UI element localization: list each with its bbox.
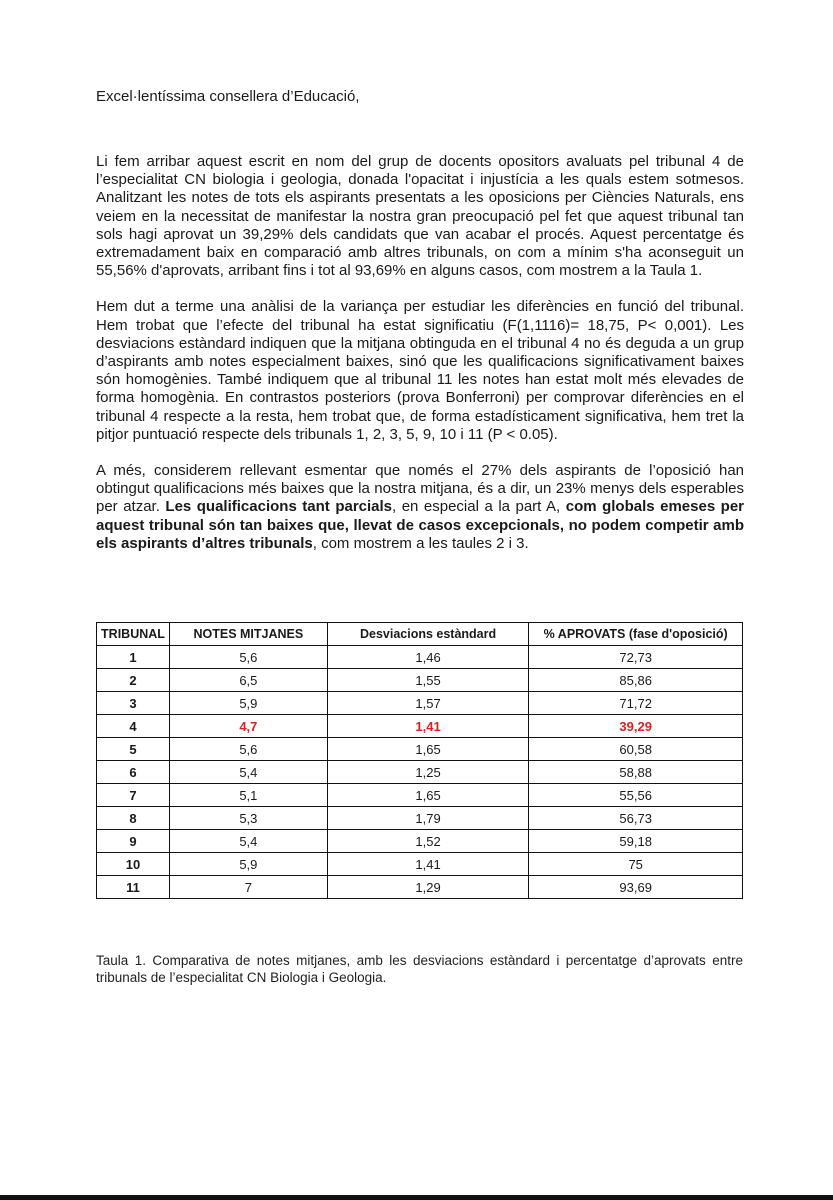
cell-aprovats: 93,69	[529, 876, 743, 899]
cell-mitjana: 5,4	[169, 830, 327, 853]
cell-tribunal: 5	[97, 738, 170, 761]
table-row	[97, 807, 743, 830]
header-desviacions: Desviacions estàndard	[327, 623, 529, 646]
cell-tribunal: 8	[97, 807, 170, 830]
cell-mitjana: 4,7	[169, 715, 327, 738]
table-row	[97, 669, 743, 692]
cell-tribunal: 1	[97, 646, 170, 669]
table-header-row	[97, 623, 743, 646]
cell-tribunal: 2	[97, 669, 170, 692]
cell-desviacio: 1,65	[327, 738, 529, 761]
cell-mitjana: 5,6	[169, 738, 327, 761]
table-row	[97, 830, 743, 853]
cell-tribunal: 3	[97, 692, 170, 715]
salutation: Excel·lentíssima consellera d’Educació,	[96, 88, 360, 105]
header-notes-mitjanes: NOTES MITJANES	[169, 623, 327, 646]
cell-aprovats: 59,18	[529, 830, 743, 853]
paragraph-3-text-b: , en especial a la part A,	[392, 498, 566, 516]
cell-mitjana: 5,4	[169, 761, 327, 784]
table-row	[97, 876, 743, 899]
cell-desviacio: 1,41	[327, 715, 529, 738]
cell-desviacio: 1,46	[327, 646, 529, 669]
table-row	[97, 853, 743, 876]
cell-desviacio: 1,79	[327, 807, 529, 830]
cell-aprovats: 60,58	[529, 738, 743, 761]
paragraph-3	[96, 462, 744, 553]
paragraph-3-bold-b: com globals emeses per aquest tribunal són tan baixes que, llevat de casos excepcionals, no podem competir amb els aspirants d’altres tribunals	[96, 498, 745, 552]
cell-tribunal: 7	[97, 784, 170, 807]
cell-desviacio: 1,65	[327, 784, 529, 807]
cell-aprovats: 85,86	[529, 669, 743, 692]
cell-tribunal: 11	[97, 876, 170, 899]
cell-aprovats: 58,88	[529, 761, 743, 784]
header-aprovats: % APROVATS (fase d'oposició)	[529, 623, 743, 646]
table-row	[97, 738, 743, 761]
header-tribunal: TRIBUNAL	[97, 623, 170, 646]
cell-desviacio: 1,57	[327, 692, 529, 715]
cell-aprovats: 55,56	[529, 784, 743, 807]
cell-tribunal: 6	[97, 761, 170, 784]
table-row	[97, 692, 743, 715]
cell-aprovats: 75	[529, 853, 743, 876]
paragraph-3-bold-a: Les qualificacions tant parcials	[165, 498, 393, 516]
cell-tribunal: 10	[97, 853, 170, 876]
page-edge-divider	[0, 1195, 833, 1200]
cell-mitjana: 5,1	[169, 784, 327, 807]
cell-mitjana: 6,5	[169, 669, 327, 692]
paragraph-3-text-c: , com mostrem a les taules 2 i 3.	[312, 534, 529, 552]
paragraph-3-text-a: A més, considerem rellevant esmentar que només el 27% dels aspirants de l’oposició han obtingut qualificacions més baixes que la nostra mitjana, és a dir, un 23% menys dels esperables per atzar.	[96, 462, 744, 516]
cell-tribunal: 4	[97, 715, 170, 738]
cell-desviacio: 1,55	[327, 669, 529, 692]
cell-desviacio: 1,52	[327, 830, 529, 853]
table-row-highlighted	[97, 715, 743, 738]
letter-body	[96, 88, 744, 571]
cell-aprovats: 71,72	[529, 692, 743, 715]
paragraph-1: Li fem arribar aquest escrit en nom del grup de docents opositors avaluats pel tribunal 4 de l’especialitat CN biologia i geologia, donada l'opacitat i injustícia a les quals estem sotmesos. Analitzant les notes de tots els aspirants presentats a les oposicions per Ciències Naturals, ens veiem en la necessitat de manifestar la nostra gran preocupació pel fet que aquest tribunal tan sols hagi aprovat un 39,29% dels candidats que van acabar el procés. Aquest percentatge és extremadament baix en comparació amb altres tribunals, on com a mínim s'ha aconseguit un 55,56% d'aprovats, arribant fins i tot al 93,69% en alguns casos, com mostrem a la Taula 1.	[96, 153, 744, 280]
table-caption: Taula 1. Comparativa de notes mitjanes, amb les desviacions estàndard i percentatge d’aprovats entre tribunals de l’especialitat CN Biologia i Geologia.	[96, 952, 743, 985]
cell-desviacio: 1,25	[327, 761, 529, 784]
table-row	[97, 646, 743, 669]
table-row	[97, 761, 743, 784]
table-row	[97, 784, 743, 807]
cell-mitjana: 5,9	[169, 692, 327, 715]
cell-tribunal: 9	[97, 830, 170, 853]
paragraph-2: Hem dut a terme una anàlisi de la variança per estudiar les diferències en funció del tribunal. Hem trobat que l’efecte del tribunal ha estat significatiu (F(1,1116)= 18,75, P< 0,001). Les desviacions estàndard indiquen que la mitjana obtinguda en el tribunal 4 no és deguda a un grup d’aspirants amb notes especialment baixes, sinó que les qualificacions significativament baixes són homogènies. També indiquem que al tribunal 11 les notes han estat molt més elevades de forma homogènia. En contrastos posteriors (prova Bonferroni) per comprovar diferències en el tribunal 4 respecte a la resta, hem trobat que, de forma estadísticament significativa, hem tret la pitjor puntuació respecte dels tribunals 1, 2, 3, 5, 9, 10 i 11 (P < 0.05).	[96, 298, 744, 443]
cell-aprovats: 72,73	[529, 646, 743, 669]
cell-desviacio: 1,29	[327, 876, 529, 899]
cell-mitjana: 5,9	[169, 853, 327, 876]
results-table	[96, 622, 743, 899]
cell-aprovats: 56,73	[529, 807, 743, 830]
cell-desviacio: 1,41	[327, 853, 529, 876]
cell-aprovats: 39,29	[529, 715, 743, 738]
cell-mitjana: 5,3	[169, 807, 327, 830]
cell-mitjana: 7	[169, 876, 327, 899]
cell-mitjana: 5,6	[169, 646, 327, 669]
